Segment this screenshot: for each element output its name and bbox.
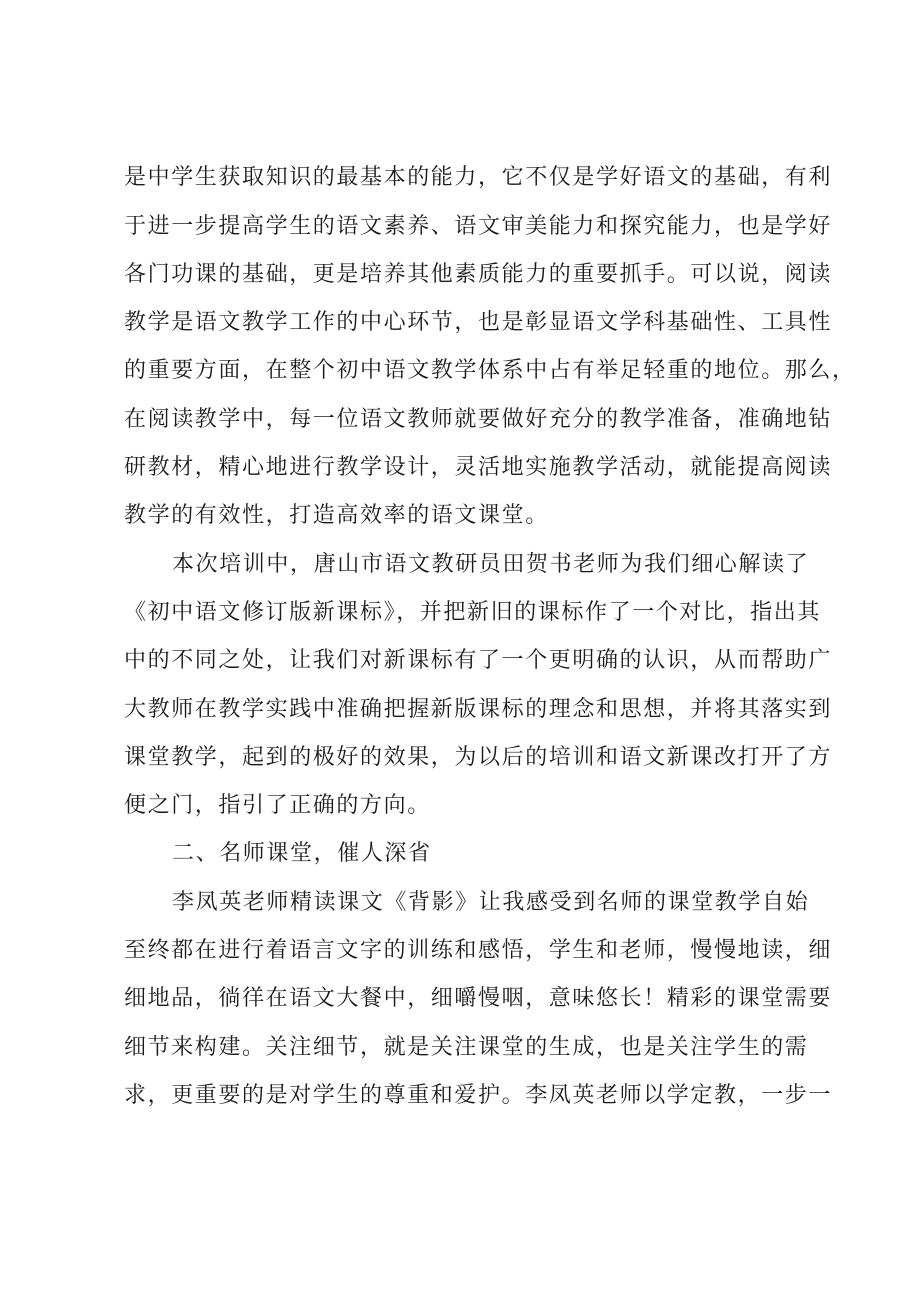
paragraph-2-line-5: 课堂教学，起到的极好的效果，为以后的培训和语文新课改打开了方 — [124, 745, 833, 770]
paragraph-1-line-4: 教学是语文教学工作的中心环节，也是彰显语文学科基础性、工具性 — [124, 310, 833, 335]
paragraph-2-line-1: 本次培训中，唐山市语文教研员田贺书老师为我们细心解读了 — [172, 552, 810, 577]
paragraph-3-line-2: 至终都在进行着语言文字的训练和感悟，学生和老师，慢慢地读，细 — [124, 938, 833, 963]
paragraph-1-line-8: 教学的有效性，打造高效率的语文课堂。 — [124, 503, 549, 528]
paragraph-3-line-3: 细地品，徜徉在语文大餐中，细嚼慢咽，意味悠长！精彩的课堂需要 — [124, 986, 833, 1011]
paragraph-3-line-1: 李凤英老师精读课文《背影》让我感受到名师的课堂教学自始 — [172, 890, 810, 915]
paragraph-1-line-6: 在阅读教学中，每一位语文教师就要做好充分的教学准备，准确地钻 — [124, 407, 833, 432]
paragraph-1-line-7: 研教材，精心地进行教学设计，灵活地实施教学活动，就能提高阅读 — [124, 455, 833, 480]
paragraph-2-line-2: 《初中语文修订版新课标》，并把新旧的课标作了一个对比，指出其 — [124, 600, 822, 625]
paragraph-2-line-4: 大教师在教学实践中准确把握新版课标的理念和思想，并将其落实到 — [124, 697, 833, 722]
paragraph-3-line-4: 细节来构建。关注细节，就是关注课堂的生成，也是关注学生的需 — [124, 1035, 809, 1060]
paragraph-1-line-5: 的重要方面，在整个初中语文教学体系中占有举足轻重的地位。那么， — [124, 358, 856, 383]
paragraph-2-line-6: 便之门，指引了正确的方向。 — [124, 793, 431, 818]
paragraph-1-line-3: 各门功课的基础，更是培养其他素质能力的重要抓手。可以说，阅读 — [124, 262, 833, 287]
paragraph-1-line-2: 于进一步提高学生的语文素养、语文审美能力和探究能力，也是学好 — [124, 214, 833, 239]
paragraph-3-line-5: 求，更重要的是对学生的尊重和爱护。李凤英老师以学定教，一步一 — [124, 1083, 833, 1108]
section-heading: 二、名师课堂，催人深省 — [172, 841, 432, 866]
paragraph-2-line-3: 中的不同之处，让我们对新课标有了一个更明确的认识，从而帮助广 — [124, 648, 833, 673]
paragraph-1-line-1: 是中学生获取知识的最基本的能力，它不仅是学好语文的基础，有利 — [124, 165, 833, 190]
